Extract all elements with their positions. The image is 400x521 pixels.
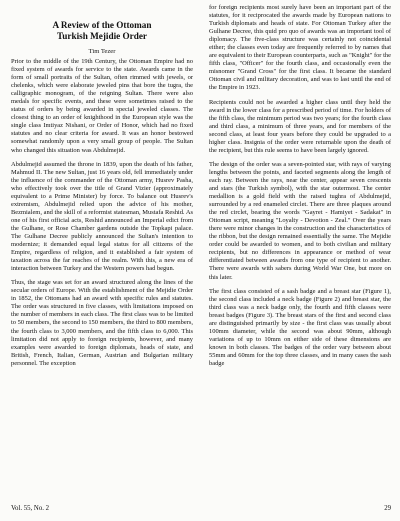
paragraph: for foreign recipients most surely have been an important part of the statutes, for it reciprocated the awards made by European nations to Turkish diplomats and heads of state. For Ottoman Turkey after the Gulhane Decree, this quid pro quo of awards was an important tool of diplomacy. The five-class structure was certainly not coincidental either; the classes even today are frequently referred to by names that are equivalent to their European counterparts, such as "Knight" for the fifth class, "Officer" for the fourth class, and occasionally even the misnomer "Grand Cross" for the first class. It became the standard Ottoman civil and military decoration, and was to last until the end of the Empire in 1923. [209, 4, 391, 92]
left-column [11, 20, 193, 374]
title-line-1: A Review of the Ottoman [52, 20, 152, 30]
article-title [11, 20, 193, 42]
author-name: Tim Tezer [88, 48, 116, 55]
volume-info: Vol. 55, No. 2 [11, 505, 50, 512]
paragraph: The design of the order was a seven-pointed star, with rays of varying lengths between the points, and faceted segments along the length of each ray. Between the rays, near the center, appear seven crescents and stars (the Turkish symbol), with the star outermost. The center medallion is a gold field with the raised tughra of Abdulmejid, surrounded by a red enameled circlet. There are three plaques around the red circlet, bearing the words "Gayret - Hamiyet - Sadakat" in Ottoman script, meaning "Loyalty - Devotion - Zeal." Over the years there were minor changes in the construction and the characteristics of the ribbon, but the design remained essentially the same. The Mejidie order could be awarded to women, and to both civilian and military recipients, but no differences in appearance or method of wear differentiated between awards from one type of recipient to another. There were awards with sabers during World War One, but more on this later. [209, 160, 391, 281]
paragraph: Thus, the stage was set for an award structured along the lines of the secular orders of Europe. With the establishment of the Mejidie Order in 1852, the Ottomans had an award with specific rules and statutes. The order was structured in five classes, with limitations imposed on the number of members in each class. The first class was to be limited to 50 members, the second to 150 members, the third to 800 members, the fourth class to 3,000 members, and the fifth class to 6,000. This limitation did not apply to foreign recipients, however, and many examples were awarded to foreign diplomats, heads of state, and British, French, Italian, German, Austrian and Bulgarian military personnel. The exception [11, 279, 193, 367]
paragraph: Recipients could not be awarded a higher class until they held the award in the lower class for a prescribed period of time. For holders of the fifth class, the minimum period was two years; for the fourth class and third class, a minimum of three years, and for members of the second class, at least four years before they could be upgraded to a higher class. Insignia of the order were returnable upon the death of the recipient, but this rule seems to have been largely ignored. [209, 98, 391, 154]
page-number: 29 [384, 505, 391, 512]
right-column [209, 4, 391, 374]
paragraph: Abdulmejid assumed the throne in 1839, upon the death of his father, Mahmud II. The new Sultan, just 16 years old, fell immediately under the influence of the commander of the Ottoman army, Husrev Pasha, who effectively took over the title of Grand Vizier (approximately equivalent to a Prime Minister) by force. To balance out Husrev's extremism, Abdulmejid relied upon the advice of his mother, Bezmialem, and the skill of a reformist statesman, Mustafa Reshid. As one of his first official acts, Reshid announced an Imperial edict from the Gulhane, or Rose Chamber gardens outside the Topkapi palace. The Gulhane Decree publicly announced the Sultan's intention to modernize; it demanded equal legal status for all citizens of the Empire, regardless of religion, and it established a fair system of taxation across the far reaches of the realm. With this, a new era of interaction between Turkey and the Western powers had begun. [11, 160, 193, 273]
title-line-2: Turkish Mejidie Order [56, 31, 147, 41]
paragraph: The first class consisted of a sash badge and a breast star (Figure 1), the second class included a neck badge (Figure 2) and breast star, the third class was a neck badge only, the fourth and fifth classes were breast badges (Figure 3). The breast stars of the first and second class are distinguished primarily by size - the first class was usually about 100mm diameter, while the second was about 90mm, although variations of up to 10mm on either side of these dimensions are known in both classes. The badges of the order vary between about 55mm and 60mm for the top three classes, and in many cases the sash badge [209, 287, 391, 367]
paragraph: Prior to the middle of the 19th Century, the Ottoman Empire had no fixed system of awards for service to the state. Awards came in the form of small portraits of the Sultan, often rimmed with jewels, or chelenks, which were elaborate jeweled pins that bore the tugra, the calligraphic monogram, of the reigning Sultan. There were also medals for specific events, and these were sometimes raised to the status of orders by being awarded in special jeweled classes. The closest thing to an order of knighthood in the European style was the single class Imtiyaz Nishani, or Order of Honor, which had no fixed statutes and no clear criteria for award. It was an honor bestowed somewhat randomly upon a very small group of people. The Sultan who changed this situation was Abdulmejid. [11, 58, 193, 154]
